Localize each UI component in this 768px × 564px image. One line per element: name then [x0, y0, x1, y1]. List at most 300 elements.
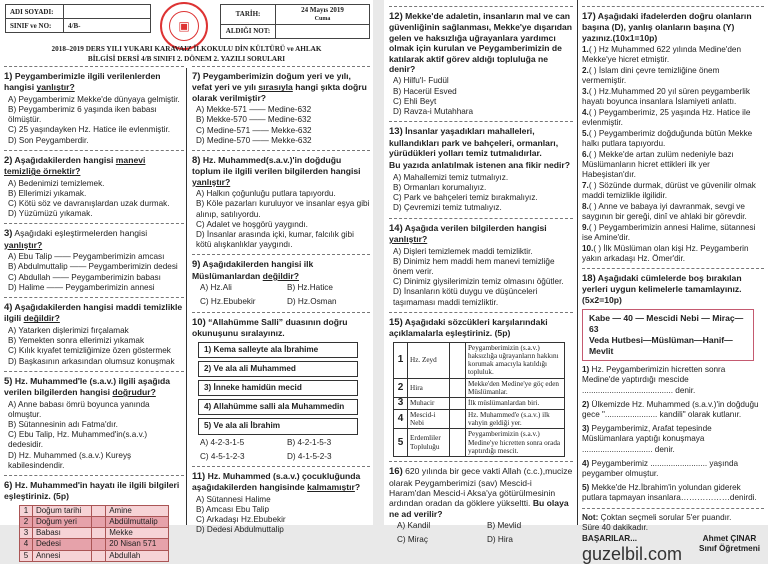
dashed-separator: [192, 466, 370, 467]
table-row: [20, 550, 169, 561]
question-number: 18): [582, 272, 596, 284]
item-text[interactable]: Ülkemizde Hz. Muhammed (s.a.v.)'in doğduğu gece "....................... kandili" olarak kutlanır.: [582, 399, 759, 420]
answer-option[interactable]: B) Mevlid: [487, 521, 522, 531]
cell: 2: [394, 378, 408, 398]
exam-title-line1: 2018–2019 DERS YILI YUKARI KARAVAIZ İLKOKULU DİN KÜLTÜRÜ ve AHLAK: [51, 45, 322, 53]
true-false-item: [582, 244, 764, 264]
question-text: Hz. Muhammed (s.a.v.) çocukluğunda aşağıdakilerden hangisinde: [192, 470, 361, 493]
cell: Mekke'den Medine'ye göç eden Müslümanlar.: [466, 378, 565, 398]
question-4: [4, 302, 184, 367]
dashed-separator: [4, 150, 184, 151]
question-2: [4, 155, 184, 220]
answer-option[interactable]: A) Mekke-571 —— Medine-632: [196, 105, 312, 115]
answer-option[interactable]: A) Anne babası ömrü boyunca yanında olmuştur.: [8, 399, 150, 419]
question-number: 12): [389, 11, 403, 22]
column-2: [192, 62, 370, 536]
question-text: doğrudur?: [112, 387, 156, 398]
item-text[interactable]: ( ) Anne ve babaya iyi davranmak, sevgi ve saygının bir gereği, dinî ve ahlaki bir görevdir.: [582, 201, 747, 221]
question-number: 4): [4, 302, 13, 314]
question-16: [389, 466, 573, 545]
cell: 3: [20, 528, 33, 539]
options-list: [389, 173, 573, 214]
true-false-item: [582, 129, 764, 149]
answer-option[interactable]: D) 4-1-5-2-3: [287, 451, 332, 461]
class-value[interactable]: 4/B-: [64, 19, 151, 33]
item-text[interactable]: ( ) İslam dini çevre temizliğine önem vermemiştir.: [582, 66, 720, 86]
student-info-table: [5, 4, 151, 33]
question-footer: [582, 513, 764, 564]
name-label: ADI SOYADI:: [6, 5, 64, 19]
question-18: [582, 273, 764, 504]
exam-title-line2: BİLGİSİ DERSİ 4/B SINIFI 2. DÖNEM 2. YAZILI SORULARI: [87, 55, 286, 63]
item-number: 4): [582, 458, 590, 468]
true-false-item: [582, 87, 764, 107]
grade-label: ALDIĞI NOT:: [221, 24, 276, 38]
item-number: 10.: [582, 243, 594, 253]
cell: Peygamberimizin (s.a.v.) Medine'ye hicretten sonra orada yaptırdığı mescit.: [466, 429, 565, 457]
watermark-logo: guzelbil.com: [582, 544, 683, 564]
good-luck-text: BAŞARILAR...: [582, 534, 638, 544]
options-list: [4, 400, 184, 471]
cell: 1: [394, 342, 408, 378]
question-text: Aşağıdakilerden hangisi maddi temizlikle ilgili: [4, 302, 183, 324]
question-text: ?: [354, 482, 361, 493]
question-text: Peygamberimizle ilgili verilenlerden hangisi: [4, 71, 161, 93]
cell: Peygamberimizin (s.a.v.) haksızlığa uğrayanların hakkını korumak amacıyla katıldığı topluluk.: [466, 342, 565, 378]
answer-option[interactable]: C) Dinimiz giysilerimizin temiz olmasını öğütler.: [393, 277, 564, 287]
question-text: Aşağıda verilen bilgilerden hangisi: [402, 222, 547, 233]
dashed-separator: [582, 6, 764, 7]
question-title: [4, 376, 184, 398]
fill-in-item: [582, 400, 764, 420]
dashed-separator: [192, 254, 370, 255]
answer-option[interactable]: B) Köle pazarları kuruluyor ve insanlar eşya gibi alınıp, satılıyordu.: [196, 199, 370, 219]
item-text[interactable]: Peygamberimiz ......................... yaşında peygamber olmuştur.: [582, 458, 739, 479]
answer-option[interactable]: B) Abdulmuttalip —— Peygamberimizin dedesi: [8, 262, 178, 272]
answer-cell[interactable]: [450, 429, 466, 457]
question-number: 7): [192, 71, 201, 82]
answer-option[interactable]: B) Peygamberimiz 6 yaşında iken babası ölmüştür.: [8, 105, 157, 125]
answer-option[interactable]: B) Ormanları korumalıyız.: [393, 183, 487, 193]
answer-option[interactable]: D) Medine-570 —— Mekke-632: [196, 135, 312, 145]
question-text: Hz. Muhammed(s.a.v.)'in doğduğu toplum ile ilgili verilen bilgilerden hangisi: [192, 155, 361, 177]
answer-cell[interactable]: [92, 539, 106, 550]
question-text: yanlıştır?: [4, 239, 43, 250]
item-text[interactable]: ( ) Hz Muhammed 622 yılında Medine'den Mekke'ye hicret etmiştir.: [582, 45, 742, 65]
note-text: Çoktan seçmeli sorular 5'er puandır.: [598, 512, 732, 522]
answer-option[interactable]: B) Hacerül Esved: [393, 86, 457, 96]
true-false-item: [582, 181, 764, 201]
true-false-item: [582, 66, 764, 86]
dashed-separator: [4, 475, 184, 476]
cell: 4: [20, 539, 33, 550]
answer-option[interactable]: D) Halime —— Peygamberimizin annesi: [8, 282, 155, 292]
prayer-line-box: 5) Ve ala ali İbrahim: [198, 418, 358, 434]
teacher-role: Sınıf Öğretmeni: [699, 544, 760, 554]
question-text: sırasıyla: [258, 82, 293, 93]
cell: 5: [20, 550, 33, 561]
item-number: 1.: [582, 45, 589, 55]
item-number: 5.: [582, 128, 589, 138]
answer-option[interactable]: B) Mekke-570 —— Medine-632: [196, 115, 312, 125]
answer-option[interactable]: D) Çevremizi temiz tutmalıyız.: [393, 203, 502, 213]
fill-in-item: [582, 483, 764, 503]
dashed-separator: [4, 66, 184, 67]
question-text: Aşağıdaki cümlelerde boş bırakılan yerleri uygun kelimelerle tamamlayınız.(5x2=10p): [582, 272, 742, 305]
options-list: [192, 495, 370, 536]
question-text: Hz. Muhammed'in hayatı ile ilgili bilgileri eşleştiriniz. (5p): [4, 479, 180, 502]
fill-in-item: [582, 424, 764, 455]
table-row: [20, 505, 169, 516]
fill-in-item: [582, 365, 764, 396]
cell: 3: [394, 398, 408, 409]
answer-option[interactable]: D) Başkasının arkasından olumsuz konuşmak: [8, 356, 175, 366]
date-label: TARİH:: [221, 5, 276, 25]
item-text[interactable]: ( ) İlk Müslüman olan kişi Hz. Peygamberin yakın arkadaşı Hz. Ömer'dir.: [582, 243, 749, 263]
question-title: [192, 471, 370, 493]
cell: 4: [394, 409, 408, 429]
answer-option[interactable]: C) Ehli Beyt: [393, 96, 437, 106]
answer-option[interactable]: D) Dedesi Abdulmuttalip: [196, 525, 284, 535]
table-row: [20, 516, 169, 527]
answer-option[interactable]: D) İnsanların kötü duygu ve düşünceleri taşımaması maddi temizliktir.: [393, 287, 538, 307]
cell: Abdullah: [106, 550, 169, 561]
question-10: [192, 317, 370, 462]
question-title: [582, 273, 764, 305]
item-number: 9.: [582, 222, 589, 232]
dashed-separator: [192, 66, 370, 67]
table-row: [394, 378, 565, 398]
true-false-item: [582, 223, 764, 243]
question-text: Aşağıdakilerden hangisi ilk Müslümanlardan: [192, 259, 314, 281]
word-bank: [582, 309, 754, 361]
cell: Mekke: [106, 528, 169, 539]
answer-option[interactable]: D) Hz.Osman: [287, 297, 337, 307]
item-number: 6.: [582, 149, 589, 159]
answer-option[interactable]: A) Ebu Talip —— Peygamberimizin amcası: [8, 252, 165, 262]
options-list: [192, 105, 370, 146]
question-text: Bu olaya ne ad verilir?: [389, 498, 569, 519]
question-text: Mekke'de adaletin, insanların mal ve can güvenliğinin sağlanması, Mekke'ye dışarıdan gelen ve haksızlığa uğrayanlara yardımcı olmak için kurulan ve Peygamberimizin de katılarak aktif görev aldığı topluluğa ne denir?: [389, 11, 573, 75]
answer-option[interactable]: A) Kandil: [397, 521, 431, 531]
table-row: [20, 539, 169, 550]
answer-option[interactable]: B) Amcası Ebu Talip: [196, 504, 270, 514]
answer-option[interactable]: A) Halkın çoğunluğu putlara tapıyordu.: [196, 189, 336, 199]
prayer-line-box: 3) İnneke hamidün mecid: [198, 380, 358, 396]
question-number: 9): [192, 259, 201, 271]
signature-row: [582, 534, 764, 564]
cell: 5: [394, 429, 408, 457]
answer-cell[interactable]: [450, 342, 466, 378]
true-false-item: [582, 202, 764, 222]
column-1: [4, 62, 184, 562]
options-list: [4, 252, 184, 293]
options-list: [389, 76, 573, 117]
table-row: [394, 398, 565, 409]
answer-option[interactable]: A) Dişleri temizlemek maddi temizliktir.: [393, 246, 533, 256]
question-prompt: Bu yazıda anlatılmak istenen ana fikir nedir?: [389, 160, 571, 171]
cell: Hz. Zeyd: [408, 342, 450, 378]
cell: Hz. Muhammed'e (s.a.v.) ilk vahyin geldiği yer.: [466, 409, 565, 429]
answer-cell[interactable]: [92, 528, 106, 539]
cell: Muhacir: [408, 398, 450, 409]
item-number: 3.: [582, 87, 589, 97]
question-title: [389, 223, 573, 245]
answer-option[interactable]: D) Yüzümüzü yıkamak.: [8, 209, 93, 219]
answer-option[interactable]: C) Medine-571 —— Mekke-632: [196, 125, 312, 135]
answer-option[interactable]: B) Sütannesinin adı Fatma'dır.: [8, 419, 118, 429]
question-text: İnsanlar yaşadıkları mahalleleri, kullandıkları park ve bahçeleri, ormanları, yürüdükleri yolları temiz tutmalıdırlar.: [389, 126, 559, 159]
ministry-logo: [160, 2, 208, 50]
answer-cell[interactable]: [92, 505, 106, 516]
question-title: [192, 259, 370, 281]
answer-option[interactable]: B) 4-2-1-5-3: [287, 437, 332, 447]
item-number: 8.: [582, 201, 589, 211]
item-number: 3): [582, 424, 590, 434]
column-4: [582, 2, 764, 564]
word-bank-line: Kabe — 40 — Mescidi Nebi — Miraç—63: [589, 313, 744, 335]
question-title: [4, 302, 184, 324]
table-row: [394, 429, 565, 457]
question-number: 14): [389, 222, 403, 234]
question-text: Peygamberimizin doğum yeri ve yılı, vefat yeri ve yılı: [192, 71, 351, 93]
answer-option[interactable]: C) Park ve bahçeleri temiz bırakmalıyız.: [393, 193, 538, 203]
question-text: kalmamıştır: [307, 482, 355, 493]
answer-option[interactable]: C) Ebu Talip, Hz. Muhammed'in(s.a.v.) dedesidir.: [8, 430, 148, 450]
cell: İlk müslümanlardan biri.: [466, 398, 565, 409]
answer-option[interactable]: A) Bedenimizi temizlemek.: [8, 178, 105, 188]
class-label: SINIF ve NO:: [6, 19, 64, 33]
question-text: 620 yılında bir gece vakti Allah (c.c.),mucize olarak Peygamberimizi (sav) Mescid-i Haram'dan Mescid-i Aksa'ya götürülmesinin ardından oradan da göklere yükseltti.: [389, 466, 573, 509]
answer-option[interactable]: B) Hz.Hatice: [287, 283, 333, 293]
item-text[interactable]: ( ) Hz.Muhammed 20 yıl süren peygamberlik hayatı boyunca insanlara İslamiyeti anlattı.: [582, 87, 750, 107]
item-text[interactable]: Peygamberimiz, Arafat tepesinde Müslümanlara yaptığı konuşmaya ............................... denir.: [582, 424, 712, 454]
duration-text: Süre 40 dakikadır.: [582, 522, 648, 532]
question-number: 1): [4, 71, 13, 82]
question-3: [4, 228, 184, 293]
table-row: [20, 528, 169, 539]
column-divider: [186, 68, 187, 525]
question-text: Aşağıdaki eşleştirmelerden hangisi: [12, 228, 148, 239]
question-number: 17): [582, 11, 596, 22]
item-number: 1): [582, 365, 590, 375]
cell: 1: [20, 505, 33, 516]
question-title: [4, 155, 184, 177]
answer-option[interactable]: C) 4-5-1-2-3: [200, 451, 245, 461]
question-title: [4, 71, 184, 93]
cell: Amine: [106, 505, 169, 516]
question-12: [389, 11, 573, 117]
item-number: 7.: [582, 180, 589, 190]
teacher-name: Ahmet ÇINAR: [702, 534, 757, 544]
dashed-separator: [389, 6, 573, 7]
answer-option[interactable]: C) Abdullah —— Peygamberimizin babası: [8, 272, 161, 282]
item-text[interactable]: Mekke'de Hz.İbrahim'in yolundan giderek putlara tapmayan insanlara………………denirdi.: [582, 483, 757, 503]
cell: Dedesi: [32, 539, 91, 550]
item-text[interactable]: ( ) Peygamberimizin annesi Halime, sütannesi ise Amine'dir.: [582, 222, 756, 242]
prayer-line-box: 2) Ve ala ali Muhammed: [198, 361, 358, 377]
answer-option[interactable]: C) Hz.Ebubekir: [200, 297, 256, 307]
question-text: “Allahümme Salli” duasının doğru okunuşunu sıralayınız.: [192, 316, 348, 339]
question-11: [192, 471, 370, 536]
question-number: 2): [4, 154, 13, 166]
question-title: [389, 126, 573, 158]
question-5: [4, 376, 184, 471]
question-number: 8): [192, 155, 201, 167]
options-list: [192, 189, 370, 250]
dashed-separator: [389, 312, 573, 313]
question-text: Aşağıdaki sözcükleri karşılarındaki açıklamalarla eşleştiriniz. (5p): [389, 316, 548, 339]
options-list: [192, 283, 370, 307]
item-text[interactable]: Hz. Peygamberimizin hicretten sonra Medine'de yaptırdığı mescide ........................................ denir.: [582, 365, 726, 395]
name-value[interactable]: [64, 5, 151, 19]
answer-cell[interactable]: [450, 378, 466, 398]
cell: Abdülmuttalip: [106, 516, 169, 527]
answer-option[interactable]: A) Sütannesi Halime: [196, 494, 271, 504]
cell: 2: [20, 516, 33, 527]
question-text: yanlıştır?: [36, 82, 75, 93]
item-text[interactable]: ( ) Mekke'de artan zulüm nedeniyle bazı Müslümanların hicret ettikleri ilk yer Habeşistan'dır.: [582, 149, 734, 180]
cell: Babası: [32, 528, 91, 539]
question-7: [192, 71, 370, 146]
dashed-separator: [389, 121, 573, 122]
question-text: Aşağıdakilerden hangisi: [12, 154, 116, 165]
question-title: [192, 155, 370, 187]
item-number: 4.: [582, 107, 589, 117]
answer-cell[interactable]: [450, 409, 466, 429]
question-13: [389, 126, 573, 213]
question-title: [389, 317, 573, 339]
item-number: 5): [582, 483, 590, 493]
cell: Doğum tarihi: [32, 505, 91, 516]
answer-option[interactable]: A) Mahallemizi temiz tutmalıyız.: [393, 172, 509, 182]
answer-option[interactable]: B) Ellerimizi yıkamak.: [8, 188, 87, 198]
answer-option[interactable]: D) İnsanlar arasında içki, kumar, falcılık gibi kötü alışkanlıklar yaygındı.: [196, 230, 354, 250]
cell: Hira: [408, 378, 450, 398]
question-title: [389, 11, 573, 74]
answer-option[interactable]: A) 4-2-3-1-5: [200, 437, 245, 447]
signature-left: [582, 534, 682, 564]
item-text[interactable]: ( ) Sözünde durmak, dürüst ve güvenilir olmak maddi temizlikle ilgilidir.: [582, 180, 756, 201]
question-title: [4, 480, 184, 502]
column-divider: [577, 0, 578, 525]
answer-option[interactable]: A) Peygamberimiz Mekke'de dünyaya gelmiştir.: [8, 94, 180, 104]
dashed-separator: [4, 223, 184, 224]
item-number: 2.: [582, 66, 589, 76]
dashed-separator: [389, 218, 573, 219]
item-text[interactable]: ( ) Peygamberimiz, 25 yaşında Hz. Hatice ile evlenmiştir.: [582, 107, 751, 128]
answer-option[interactable]: B) Yemekten sonra ellerimizi yıkamak: [8, 336, 145, 346]
question-title: [192, 317, 370, 339]
item-number: 2): [582, 399, 590, 409]
question-text: değildir?: [23, 313, 60, 324]
answer-option[interactable]: C) Kılık kıyafet temizliğimize özen göstermek: [8, 346, 171, 356]
answer-cell[interactable]: [92, 550, 106, 561]
column-3: [389, 2, 573, 548]
question-title: [389, 466, 573, 519]
question-text: Hz. Muhammed'le (s.a.v.) ilgili aşağıda verilen bilgilerden hangisi: [4, 375, 171, 398]
question-text: değildir?: [262, 270, 299, 281]
cell: 20 Nisan 571: [106, 539, 169, 550]
table-row: [394, 342, 565, 378]
table-row: [394, 409, 565, 429]
answer-option[interactable]: C) Adalet ve hoşgörü yaygındı.: [196, 219, 308, 229]
question-title: [582, 11, 764, 43]
dashed-separator: [4, 297, 184, 298]
true-false-item: [582, 108, 764, 128]
dashed-separator: [192, 312, 370, 313]
answer-option[interactable]: A) Hz.Ali: [200, 283, 232, 293]
options-list: [192, 438, 370, 462]
exam-title: [0, 44, 373, 64]
question-17: [582, 11, 764, 264]
answer-option[interactable]: C) 25 yaşındayken Hz. Hatice ile evlenmiştir.: [8, 125, 170, 135]
dashed-separator: [4, 371, 184, 372]
book-icon: ▣: [169, 11, 199, 41]
question-number: 6): [4, 479, 13, 491]
question-number: 16): [389, 466, 403, 478]
question-number: 3): [4, 228, 13, 240]
answer-option[interactable]: C) Arkadaşı Hz.Ebubekir: [196, 515, 286, 525]
options-list: [4, 179, 184, 220]
date-value: 24 Mayıs 2019: [301, 6, 344, 14]
dashed-separator: [192, 150, 370, 151]
answer-option[interactable]: A) Yatarken dişlerimizi fırçalamak: [8, 325, 129, 335]
question-number: 5): [4, 375, 13, 387]
answer-option[interactable]: D) Hira: [487, 535, 513, 545]
teacher-signature: [699, 534, 760, 554]
answer-option[interactable]: A) Hilfu'l- Fudül: [393, 76, 449, 86]
options-list: [389, 247, 573, 308]
answer-option[interactable]: D) Ravza-i Mutahhara: [393, 107, 474, 117]
true-false-item: [582, 150, 764, 181]
question-14: [389, 223, 573, 308]
answer-cell[interactable]: [450, 398, 466, 409]
note-label: Not:: [582, 512, 599, 522]
question-9: [192, 259, 370, 307]
prayer-line-box: 4) Allahümme salli ala Muhammedin: [198, 399, 358, 415]
answer-cell[interactable]: [92, 516, 106, 527]
cell: Annesi: [32, 550, 91, 561]
question-number: 11): [192, 470, 206, 482]
matching-table: [19, 505, 169, 562]
options-list: [4, 95, 184, 146]
dashed-separator: [389, 461, 573, 462]
exam-info-table: [220, 4, 370, 39]
answer-option[interactable]: C) Kötü söz ve davranışlardan uzak durmak.: [8, 199, 170, 209]
question-text: yanlıştır?: [389, 234, 428, 245]
answer-option[interactable]: D) Son Peygamberdir.: [8, 135, 89, 145]
question-title: [4, 228, 184, 250]
question-title: [192, 71, 370, 103]
cell: Erdemliler Topluluğu: [408, 429, 450, 457]
fill-in-item: [582, 459, 764, 479]
question-text: yanlıştır?: [192, 176, 231, 187]
answer-option[interactable]: D) Hz. Muhammed (s.a.v.) Kureyş kabilesindendir.: [8, 450, 132, 470]
grade-value[interactable]: [276, 24, 370, 38]
note: [582, 513, 764, 523]
question-text: Aşağıdaki ifadelerden doğru olanların başına (D), yanlış olanların başına (Y) yazınız.(10x1=10p): [582, 11, 752, 43]
question-text: hangi şıkta doğru olarak verilmiştir?: [192, 82, 367, 103]
word-bank-line: Veda Hutbesi—Müslüman—Hanif—Mevlit: [589, 335, 733, 357]
answer-option[interactable]: B) Dinimiz hem maddi hem manevi temizliğe önem verir.: [393, 256, 555, 276]
options-list: [4, 326, 184, 367]
matching-table: [393, 342, 565, 458]
prayer-line-box: 1) Kema salleyte ala İbrahime: [198, 342, 358, 358]
item-text[interactable]: ( ) Peygamberimiz doğduğunda bütün Mekke halkı putlara tapıyordu.: [582, 128, 753, 149]
question-number: 15): [389, 316, 403, 328]
answer-option[interactable]: C) Miraç: [397, 535, 428, 545]
